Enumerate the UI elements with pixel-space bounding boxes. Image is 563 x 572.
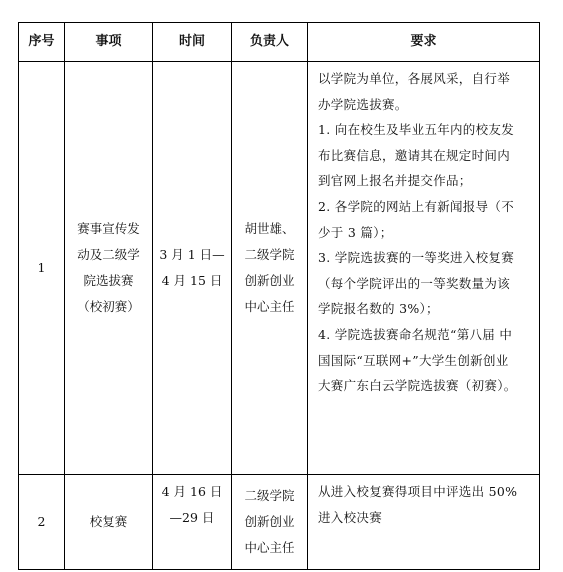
item-line: 动及二级学: [77, 247, 140, 262]
owner-line: 二级学院: [244, 247, 295, 262]
requirement-line: 2. 各学院的网站上有新闻报导（不: [318, 198, 515, 214]
requirement-line: 少于 3 篇）；: [318, 224, 393, 240]
owner-line: 二级学院: [244, 488, 295, 503]
table-row: [19, 62, 540, 475]
requirements-cell: [308, 475, 540, 570]
schedule-table: [18, 22, 540, 570]
item-line: 赛事宣传发: [77, 221, 140, 236]
requirement-line: 国国际“互联网+”大学生创新创业: [318, 352, 509, 368]
item-line: 院选拔赛: [83, 273, 134, 288]
owner-line: 胡世雄、: [244, 221, 295, 236]
requirement-line: 从进入校复赛得项目中评选出 50%: [318, 484, 518, 499]
table-row: [19, 475, 540, 570]
time-line: —29 日: [169, 510, 215, 525]
table-header-row: [19, 23, 540, 62]
requirement-line: 4. 学院选拔赛命名规范“第八届 中: [318, 326, 513, 342]
requirement-line: 学院报名数的 3%）；: [318, 301, 439, 317]
owner-cell: [232, 475, 308, 570]
time-cell: [153, 62, 232, 475]
requirement-line: 布比赛信息，邀请其在规定时间内: [318, 147, 511, 163]
time-line: 3 月 1 日—: [159, 247, 225, 262]
time-cell: [153, 475, 232, 570]
requirement-line: 以学院为单位，各展风采，自行举: [318, 71, 511, 86]
requirements-cell: [308, 62, 540, 475]
header-requirements: 要求: [308, 23, 540, 62]
row-number: 1: [19, 62, 65, 475]
requirement-line: 办学院选拔赛。: [318, 96, 408, 112]
requirement-line: 进入校决赛: [318, 509, 383, 525]
header-owner: 负责人: [232, 23, 308, 62]
item-cell: [65, 62, 153, 475]
owner-line: 创新创业: [244, 514, 295, 529]
header-time: 时间: [153, 23, 232, 62]
requirement-line: 1. 向在校生及毕业五年内的校友发: [318, 122, 515, 138]
header-no: 序号: [19, 23, 65, 62]
requirement-line: （每个学院评出的一等奖数量为该: [318, 275, 511, 291]
item-line: 校复赛: [89, 514, 128, 529]
owner-line: 创新创业: [244, 273, 295, 288]
owner-line: 中心主任: [244, 299, 295, 314]
time-line: 4 月 16 日: [161, 484, 223, 499]
row-number: 2: [19, 475, 65, 570]
header-item: 事项: [65, 23, 153, 62]
time-line: 4 月 15 日: [161, 273, 223, 288]
item-cell: [65, 475, 153, 570]
owner-line: 中心主任: [244, 540, 295, 555]
requirement-line: 到官网上报名并提交作品；: [318, 173, 472, 189]
requirement-line: 大赛广东白云学院选拔赛（初赛）。: [318, 378, 517, 394]
requirement-line: 3. 学院选拔赛的一等奖进入校复赛: [318, 250, 515, 266]
owner-cell: [232, 62, 308, 475]
item-line: （校初赛）: [77, 299, 140, 314]
